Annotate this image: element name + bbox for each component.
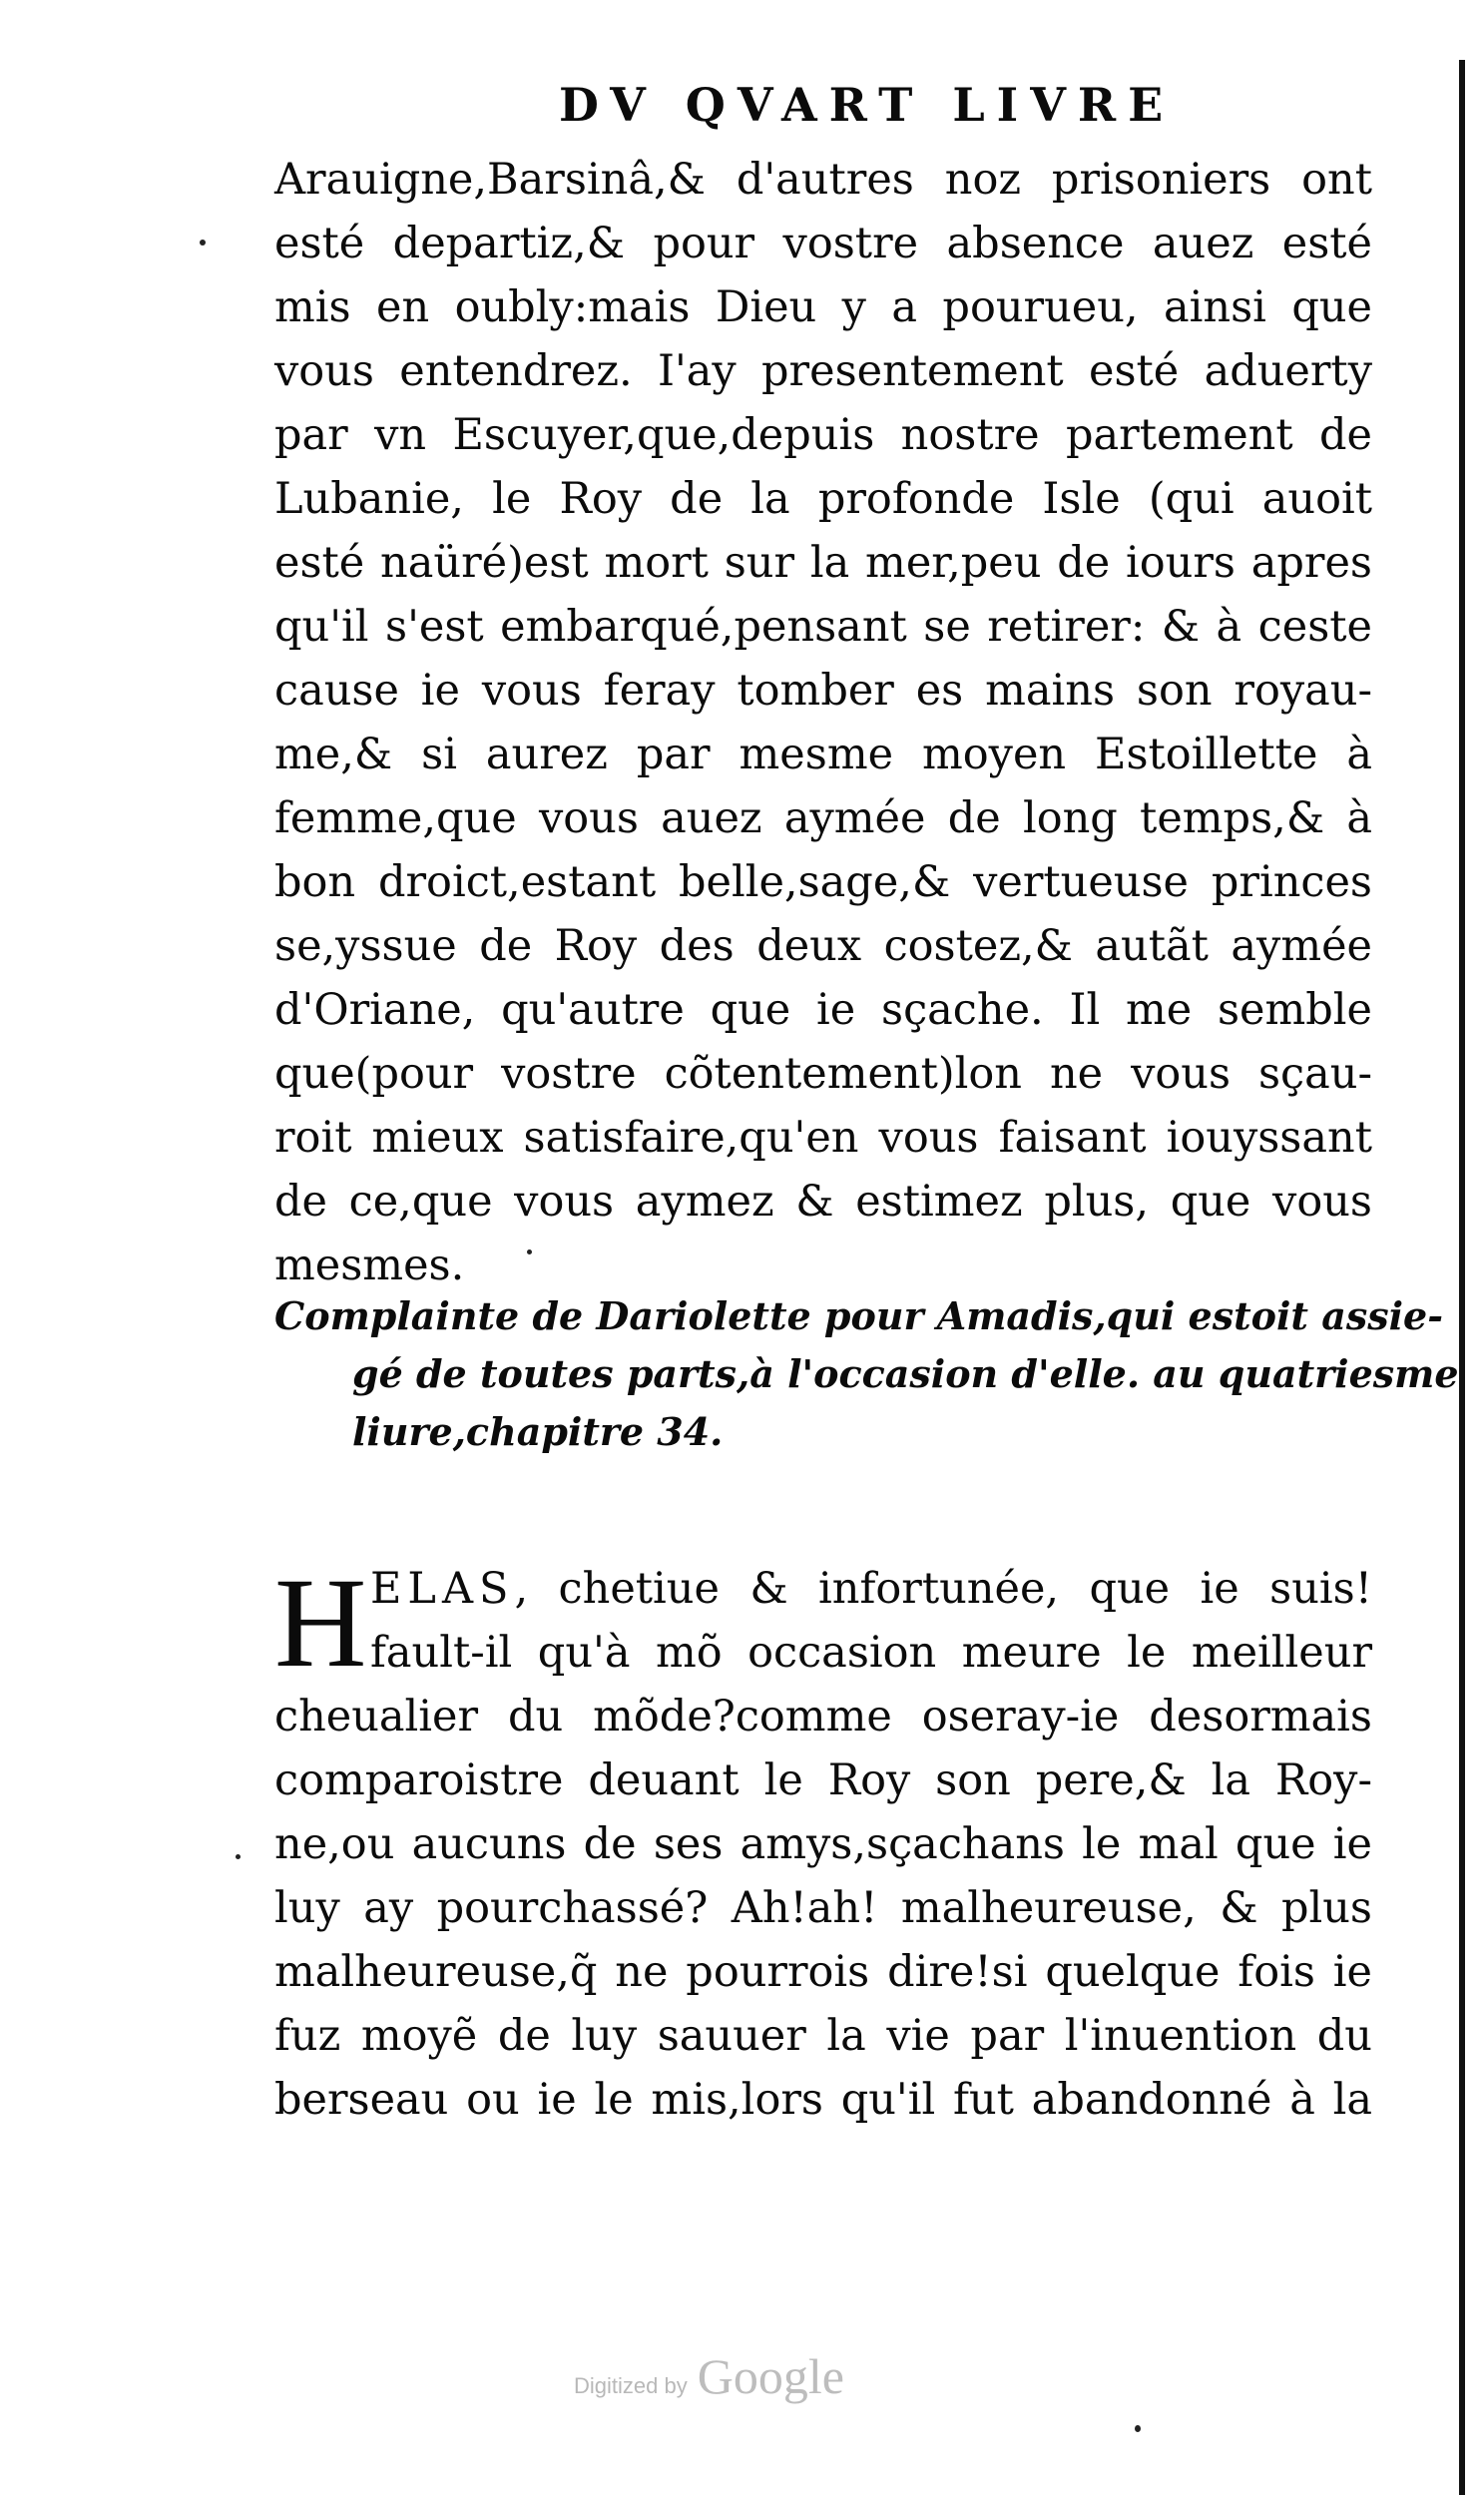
- running-head: DV QVART LIVRE: [559, 78, 1176, 132]
- text-line: Arauigne,Barsinâ,& d'autres noz prisoniers ont: [274, 155, 1372, 205]
- scan-speck: [1135, 2425, 1141, 2432]
- text-line: femme,que vous auez aymée de long temps,& à: [274, 793, 1372, 843]
- text-line: qu'il s'est embarqué,pensant se retirer: & à ceste: [274, 602, 1372, 652]
- text-line: me,& si aurez par mesme moyen Estoillette à: [274, 730, 1372, 779]
- body-text: [274, 148, 1372, 1297]
- text-line: que(pour vostre cõtentement)lon ne vous sçau-: [274, 1049, 1372, 1099]
- text-line: fault-il qu'à mõ occasion meure le meilleur: [370, 1628, 1372, 1678]
- first-word-small-caps: ELAS: [370, 1564, 515, 1614]
- text-line: par vn Escuyer,que,depuis nostre partement de: [274, 410, 1372, 460]
- text-line: bon droict,estant belle,sage,& vertueuse princes: [274, 857, 1372, 907]
- digitization-watermark: [574, 2347, 844, 2405]
- text-line: ne,ou aucuns de ses amys,sçachans le mal que ie: [274, 1819, 1372, 1869]
- page-edge-rule: [1459, 60, 1465, 2495]
- text-line: d'Oriane, qu'autre que ie sçache. Il me semble: [274, 985, 1372, 1035]
- google-logo: Google: [697, 2348, 844, 2404]
- text-line: comparoistre deuant le Roy son pere,& la Roy-: [274, 1755, 1372, 1805]
- text-line: roit mieux satisfaire,qu'en vous faisant iouyssant: [274, 1113, 1372, 1163]
- scan-speck: [236, 1854, 241, 1859]
- section-heading: [274, 1287, 1459, 1461]
- text-line: vous entendrez. I'ay presentement esté aduerty: [274, 346, 1372, 396]
- text-line: Lubanie, le Roy de la profonde Isle (qui auoit: [274, 474, 1372, 524]
- line-text: , chetiue & infortunée, que ie suis!: [514, 1564, 1372, 1614]
- text-line: malheureuse,q̃ ne pourrois dire!si quelque fois ie: [274, 1947, 1372, 1997]
- scan-speck: [527, 1249, 532, 1254]
- heading-line: Complainte de Dariolette pour Amadis,qui estoit assie-: [274, 1293, 1444, 1338]
- heading-line: gé de toutes parts,à l'occasion d'elle. au quatriesme: [352, 1351, 1459, 1396]
- text-line: de ce,que vous aymez & estimez plus, que vous: [274, 1177, 1372, 1227]
- text-line: cause ie vous feray tomber es mains son royau-: [274, 666, 1372, 716]
- text-line: mesmes.: [274, 1241, 465, 1290]
- text-line: esté departiz,& pour vostre absence auez esté: [274, 219, 1372, 268]
- heading-line: liure,chapitre 34.: [352, 1409, 724, 1454]
- text-line: esté naüré)est mort sur la mer,peu de iours apres: [274, 538, 1372, 588]
- text-line: berseau ou ie le mis,lors qu'il fut abandonné à la: [274, 2075, 1372, 2125]
- text-line: mis en oubly:mais Dieu y a pourueu, ainsi que: [274, 282, 1372, 332]
- complaint-text: [274, 1552, 1372, 2132]
- scan-speck: [200, 240, 206, 246]
- text-line: fuz moyẽ de luy sauuer la vie par l'inuention du: [274, 2011, 1372, 2061]
- text-line: se,yssue de Roy des deux costez,& autãt aymée: [274, 921, 1372, 971]
- drop-cap: H: [274, 1552, 367, 1694]
- digitized-by-label: Digitized by: [574, 2373, 688, 2398]
- text-line: luy ay pourchassé? Ah!ah! malheureuse, & plus: [274, 1883, 1372, 1933]
- text-line: cheualier du mõde?comme oseray-ie desormais: [274, 1692, 1372, 1742]
- text-line: [274, 1557, 1372, 1621]
